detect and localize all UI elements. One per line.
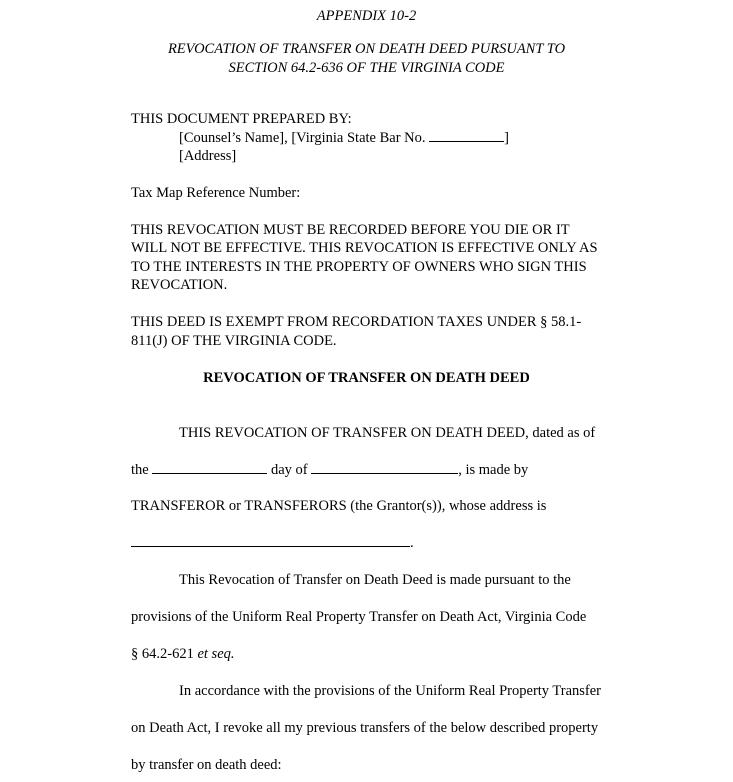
- exempt-line-1: THIS DEED IS EXEMPT FROM RECORDATION TAXES UNDER § 58.1-: [131, 314, 582, 330]
- warning-line-1: THIS REVOCATION MUST BE RECORDED BEFORE YOU DIE OR IT: [131, 222, 570, 238]
- appendix-heading: APPENDIX 10-2: [316, 8, 417, 24]
- document-title-line-1: REVOCATION OF TRANSFER ON DEATH DEED PURSUANT TO: [167, 41, 566, 57]
- day-blank[interactable]: [152, 461, 267, 474]
- code-section: § 64.2-621: [131, 646, 198, 662]
- para1-line-4: [131, 534, 414, 552]
- address-blank[interactable]: [131, 534, 410, 547]
- counsel-name-text: [Counsel’s Name], [Virginia State Bar No.: [179, 130, 430, 146]
- address-placeholder: [Address]: [179, 148, 237, 164]
- para1-line-3: TRANSFEROR or TRANSFERORS (the Grantor(s)), whose address is: [131, 498, 547, 514]
- prepared-by-label: THIS DOCUMENT PREPARED BY:: [131, 111, 352, 127]
- warning-line-4: REVOCATION.: [131, 277, 228, 293]
- bar-number-blank[interactable]: [429, 129, 504, 142]
- et-seq: et seq.: [197, 646, 235, 662]
- para2-line-2: provisions of the Uniform Real Property Transfer on Death Act, Virginia Code: [131, 609, 587, 625]
- para3-line-3: by transfer on death deed:: [131, 757, 282, 773]
- month-year-blank[interactable]: [311, 461, 458, 474]
- warning-line-3: TO THE INTERESTS IN THE PROPERTY OF OWNERS WHO SIGN THIS: [131, 259, 587, 275]
- date-prefix: the: [131, 462, 153, 478]
- section-title: REVOCATION OF TRANSFER ON DEATH DEED: [203, 370, 530, 386]
- para1-line-2: [131, 461, 528, 479]
- tax-map-reference: Tax Map Reference Number:: [131, 185, 301, 201]
- made-by-text: , is made by: [458, 462, 529, 478]
- counsel-line: [179, 129, 509, 147]
- para1-line-1: THIS REVOCATION OF TRANSFER ON DEATH DEED, dated as of: [179, 425, 596, 441]
- exempt-line-2: 811(J) OF THE VIRGINIA CODE.: [131, 333, 337, 349]
- address-period: .: [410, 535, 414, 551]
- para2-line-1: This Revocation of Transfer on Death Deed is made pursuant to the: [179, 572, 571, 588]
- day-of-text: day of: [267, 462, 312, 478]
- para2-line-3: [131, 645, 235, 663]
- document-title-line-2: SECTION 64.2-636 OF THE VIRGINIA CODE: [228, 60, 505, 76]
- para3-line-1: In accordance with the provisions of the Uniform Real Property Transfer: [179, 683, 602, 699]
- para3-line-2: on Death Act, I revoke all my previous transfers of the below described property: [131, 720, 599, 736]
- counsel-line-end: ]: [504, 130, 509, 146]
- warning-line-2: WILL NOT BE EFFECTIVE. THIS REVOCATION IS EFFECTIVE ONLY AS: [131, 240, 598, 256]
